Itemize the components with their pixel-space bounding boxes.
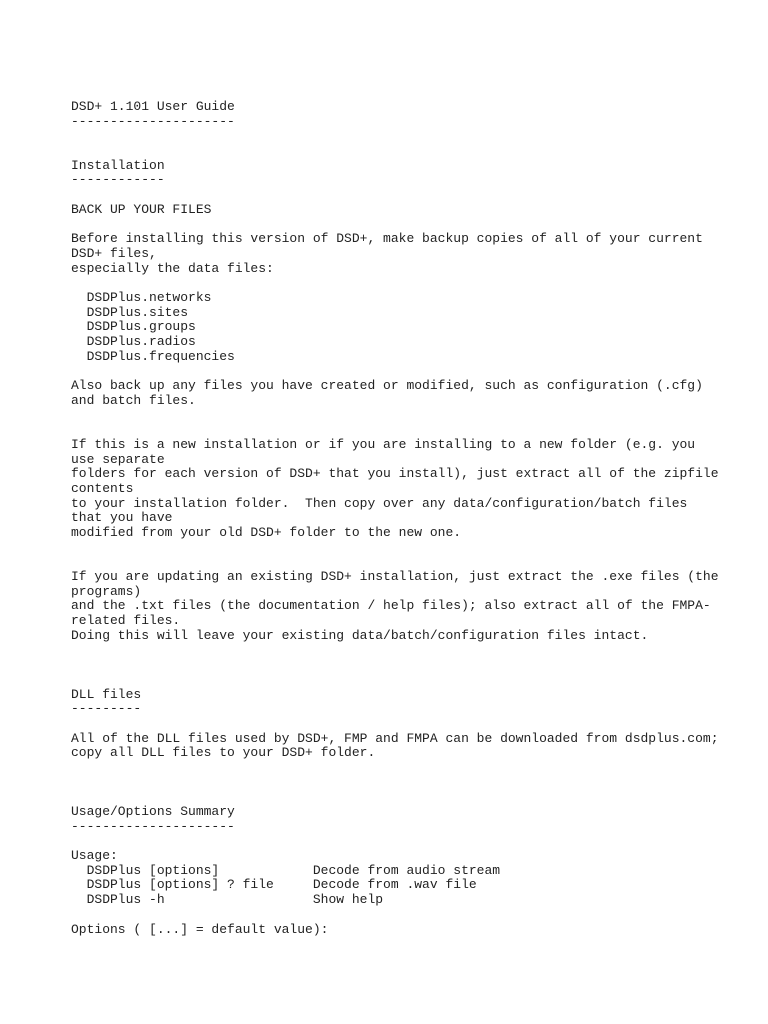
paragraph-line: especially the data files: xyxy=(71,260,274,276)
blank-line xyxy=(71,673,751,688)
paragraph-line: All of the DLL files used by DSD+, FMP and FMPA can be downloaded from dsdplus.com; xyxy=(71,730,719,746)
blank-line xyxy=(71,717,751,732)
usage-label: Usage: xyxy=(71,848,118,864)
file-list-item: DSDPlus.groups xyxy=(71,319,196,335)
paragraph-line: Doing this will leave your existing data/batch/configuration files intact. xyxy=(71,627,649,643)
paragraph-line: Also back up any files you have created or modified, such as configuration (.cfg) xyxy=(71,378,703,394)
options-label: Options ( [...] = default value): xyxy=(71,921,329,937)
blank-line xyxy=(71,364,751,379)
blank-line xyxy=(71,129,751,144)
file-list-item: DSDPlus.frequencies xyxy=(71,348,235,364)
paragraph-line: Before installing this version of DSD+, make backup copies of all of your current xyxy=(71,231,703,247)
section-underline: ------------ xyxy=(71,172,165,188)
blank-line xyxy=(71,218,751,233)
blank-line xyxy=(71,776,751,791)
paragraph-line: related files. xyxy=(71,613,181,629)
blank-line xyxy=(71,658,751,673)
file-list-item: DSDPlus.networks xyxy=(71,289,212,305)
file-list-item: DSDPlus.radios xyxy=(71,334,196,349)
subheading-backup: BACK UP YOUR FILES xyxy=(71,201,212,217)
paragraph-line: and the .txt files (the documentation / help files); also extract all of the FMPA- xyxy=(71,598,711,614)
paragraph-line: that you have xyxy=(71,510,173,526)
blank-line xyxy=(71,188,751,203)
paragraph-line: use separate xyxy=(71,451,165,467)
blank-line xyxy=(71,761,751,776)
section-underline: --------------------- xyxy=(71,818,235,834)
blank-line xyxy=(71,423,751,438)
doc-title: DSD+ 1.101 User Guide xyxy=(71,99,235,114)
paragraph-line: DSD+ files, xyxy=(71,245,157,261)
usage-line: DSDPlus -h Show help xyxy=(71,892,384,908)
blank-line xyxy=(71,408,751,423)
blank-line xyxy=(71,276,751,291)
section-underline: --------- xyxy=(71,701,142,717)
paragraph-line: programs) xyxy=(71,583,142,599)
blank-line xyxy=(71,908,751,923)
blank-line xyxy=(71,144,751,159)
doc-title-underline: --------------------- xyxy=(71,113,235,129)
paragraph-line: folders for each version of DSD+ that you install), just extract all of the zipfile xyxy=(71,466,719,482)
paragraph-line: and batch files. xyxy=(71,392,196,408)
section-heading-dll-files: DLL files xyxy=(71,686,142,702)
usage-line: DSDPlus [options] Decode from audio stream xyxy=(71,862,501,878)
blank-line xyxy=(71,643,751,658)
paragraph-line: to your installation folder. Then copy over any data/configuration/batch files xyxy=(71,495,688,511)
paragraph-line: contents xyxy=(71,480,134,496)
document-page xyxy=(71,100,751,937)
section-heading-installation: Installation xyxy=(71,157,165,173)
file-list-item: DSDPlus.sites xyxy=(71,304,189,320)
blank-line xyxy=(71,555,751,570)
paragraph-line: modified from your old DSD+ folder to the new one. xyxy=(71,524,462,540)
paragraph-line: copy all DLL files to your DSD+ folder. xyxy=(71,745,376,761)
blank-line xyxy=(71,790,751,805)
blank-line xyxy=(71,541,751,556)
section-heading-usage-options: Usage/Options Summary xyxy=(71,804,235,819)
paragraph-line: If this is a new installation or if you are installing to a new folder (e.g. you xyxy=(71,436,696,452)
paragraph-line: If you are updating an existing DSD+ installation, just extract the .exe files (the xyxy=(71,569,719,584)
usage-line: DSDPlus [options] ? file Decode from .wav file xyxy=(71,877,477,893)
blank-line xyxy=(71,834,751,849)
